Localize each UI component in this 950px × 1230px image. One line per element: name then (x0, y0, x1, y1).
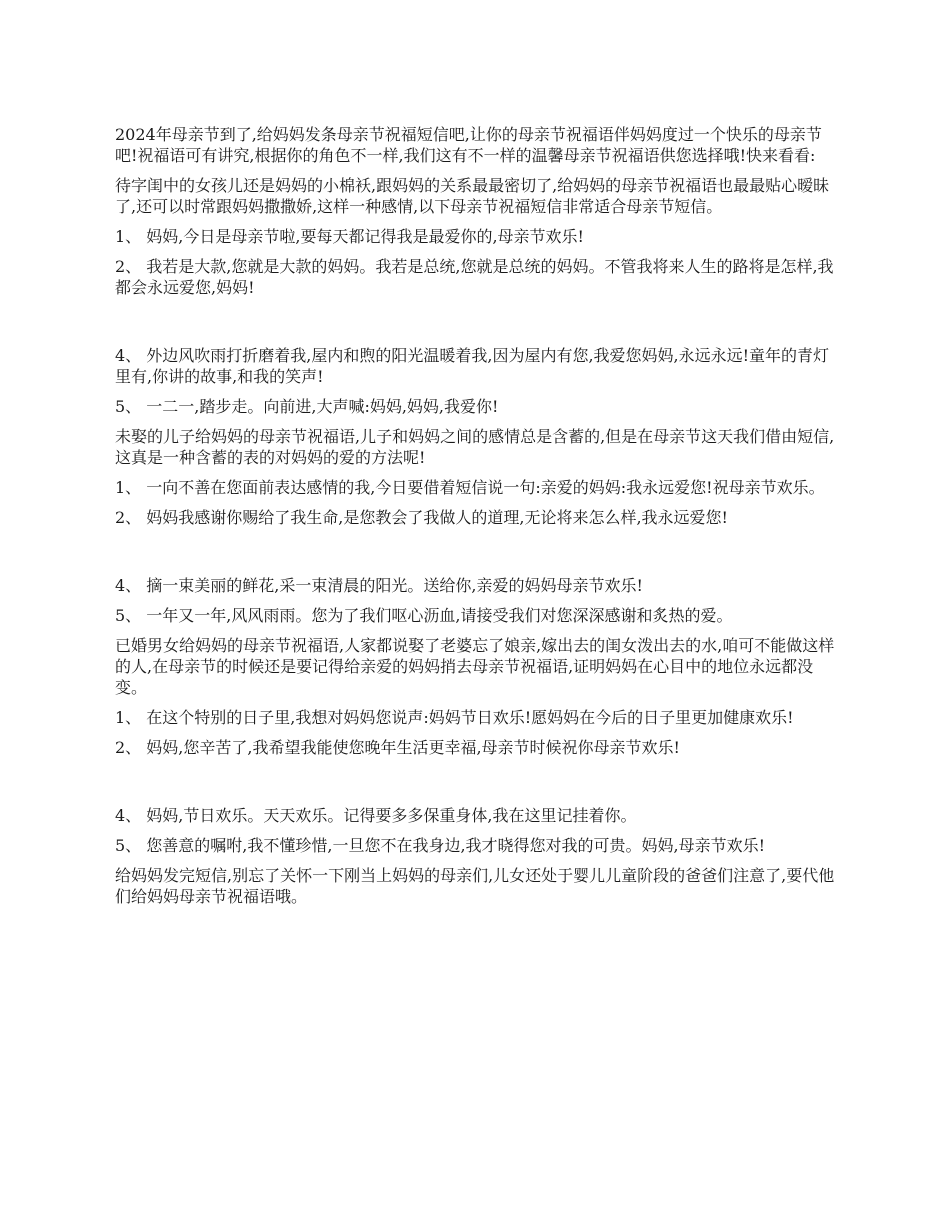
closing-paragraph: 给妈妈发完短信,别忘了关怀一下刚当上妈妈的母亲们,儿女还处于婴儿儿童阶段的爸爸们注意了,要代他们给妈妈母亲节祝福语哦。 (115, 866, 835, 906)
son-section-intro: 未娶的儿子给妈妈的母亲节祝福语,儿子和妈妈之间的感情总是含蓄的,但是在母亲节这天我们借由短信,这真是一种含蓄的表的对妈妈的爱的方法呢! (115, 427, 835, 467)
daughter-section-intro: 待字闺中的女孩儿还是妈妈的小棉袄,跟妈妈的关系最最密切了,给妈妈的母亲节祝福语也最最贴心暧昧了,还可以时常跟妈妈撒撒娇,这样一种感情,以下母亲节祝福短信非常适合母亲节短信。 (115, 176, 830, 216)
list-item: 1、 一向不善在您面前表达感情的我,今日要借着短信说一句:亲爱的妈妈:我永远爱您!祝母亲节欢乐。 (115, 478, 825, 497)
list-item: 4、 外边风吹雨打折磨着我,屋内和煦的阳光温暖着我,因为屋内有您,我爱您妈妈,永远永远!童年的青灯里有,你讲的故事,和我的笑声! (115, 346, 830, 386)
blank-gap (115, 767, 837, 805)
blank-gap (115, 307, 837, 345)
list-item: 2、 妈妈,您辛苦了,我希望我能使您晚年生活更幸福,母亲节时候祝你母亲节欢乐! (115, 738, 680, 757)
list-item: 2、 我若是大款,您就是大款的妈妈。我若是总统,您就是总统的妈妈。不管我将来人生的路将是怎样,我都会永远爱您,妈妈! (115, 257, 834, 297)
document-body (115, 124, 837, 916)
list-item: 1、 在这个特别的日子里,我想对妈妈您说声:妈妈节日欢乐!愿妈妈在今后的日子里更加健康欢乐! (115, 708, 794, 727)
list-item: 4、 妈妈,节日欢乐。天天欢乐。记得要多多保重身体,我在这里记挂着你。 (115, 806, 637, 825)
list-item: 2、 妈妈我感谢你赐给了我生命,是您教会了我做人的道理,无论将来怎么样,我永远爱您! (115, 508, 728, 527)
list-item: 1、 妈妈,今日是母亲节啦,要每天都记得我是最爱你的,母亲节欢乐! (115, 227, 584, 246)
list-item: 4、 摘一束美丽的鲜花,采一束清晨的阳光。送给你,亲爱的妈妈母亲节欢乐! (115, 576, 643, 595)
blank-gap (115, 537, 837, 575)
list-item: 5、 您善意的嘱咐,我不懂珍惜,一旦您不在我身边,我才晓得您对我的可贵。妈妈,母亲节欢乐! (115, 836, 766, 855)
list-item: 5、 一年又一年,风风雨雨。您为了我们呕心沥血,请接受我们对您深深感谢和炙热的爱。 (115, 606, 733, 625)
list-item: 5、 一二一,踏步走。向前进,大声喊:妈妈,妈妈,我爱你! (115, 397, 499, 416)
married-section-intro: 已婚男女给妈妈的母亲节祝福语,人家都说娶了老婆忘了娘亲,嫁出去的闺女泼出去的水,咱可不能做这样的人,在母亲节的时候还是要记得给亲爱的妈妈捎去母亲节祝福语,证明妈妈在心目中的地位永远都没变。 (115, 636, 835, 697)
intro-paragraph: 2024年母亲节到了,给妈妈发条母亲节祝福短信吧,让你的母亲节祝福语伴妈妈度过一个快乐的母亲节吧!祝福语可有讲究,根据你的角色不一样,我们这有不一样的温馨母亲节祝福语供您选择哦!快来看看: (115, 125, 822, 165)
